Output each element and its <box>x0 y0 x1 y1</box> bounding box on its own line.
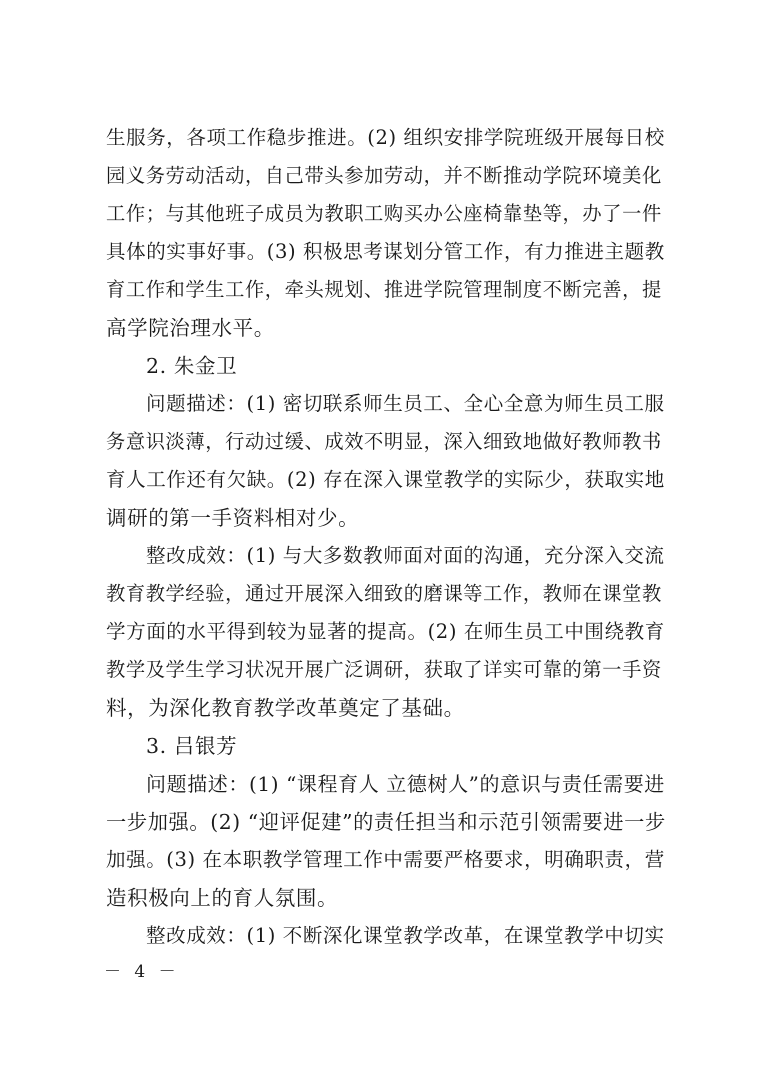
section-heading: 3. 吕银芳 <box>146 734 238 758</box>
text-line: 学方面的水平得到较为显著的提高。(2) 在师生员工中围绕教育 <box>106 620 665 643</box>
text-line: 问题描述：(1) 密切联系师生员工、全心全意为师生员工服 <box>146 392 665 415</box>
text-line: 造积极向上的育人氛围。 <box>106 886 339 910</box>
text-line: 整改成效：(1) 与大多数教师面对面的沟通，充分深入交流 <box>146 544 665 567</box>
text-line: 问题描述：(1) “课程育人 立德树人”的意识与责任需要进 <box>146 772 665 796</box>
text-line: 工作；与其他班子成员为教职工购买办公座椅靠垫等，办了一件 <box>106 202 662 225</box>
text-line: 育工作和学生工作，牵头规划、推进学院管理制度不断完善，提 <box>106 278 662 301</box>
page-number: － 4 － <box>104 962 180 982</box>
text-line: 具体的实事好事。(3) 积极思考谋划分管工作，有力推进主题教 <box>106 240 665 263</box>
text-line: 料，为深化教育教学改革奠定了基础。 <box>106 696 465 720</box>
text-line: 务意识淡薄，行动过缓、成效不明显，深入细致地做好教师教书 <box>106 430 662 453</box>
text-line: 生服务，各项工作稳步推进。(2) 组织安排学院班级开展每日校 <box>106 126 665 149</box>
text-line: 整改成效：(1) 不断深化课堂教学改革，在课堂教学中切实 <box>146 924 665 947</box>
text-line: 育人工作还有欠缺。(2) 存在深入课堂教学的实际少，获取实地 <box>106 468 665 491</box>
text-line: 高学院治理水平。 <box>106 316 275 340</box>
text-line: 教学及学生学习状况开展广泛调研，获取了详实可靠的第一手资 <box>106 658 662 681</box>
text-line: 园义务劳动活动，自己带头参加劳动，并不断推动学院环境美化 <box>106 164 662 187</box>
text-line: 一步加强。(2) “迎评促建”的责任担当和示范引领需要进一步 <box>106 810 666 834</box>
text-line: 教育教学经验，通过开展深入细致的磨课等工作，教师在课堂教 <box>106 582 662 605</box>
section-heading: 2. 朱金卫 <box>146 354 238 378</box>
text-line: 加强。(3) 在本职教学管理工作中需要严格要求，明确职责，营 <box>106 848 665 871</box>
text-line: 调研的第一手资料相对少。 <box>106 506 360 530</box>
